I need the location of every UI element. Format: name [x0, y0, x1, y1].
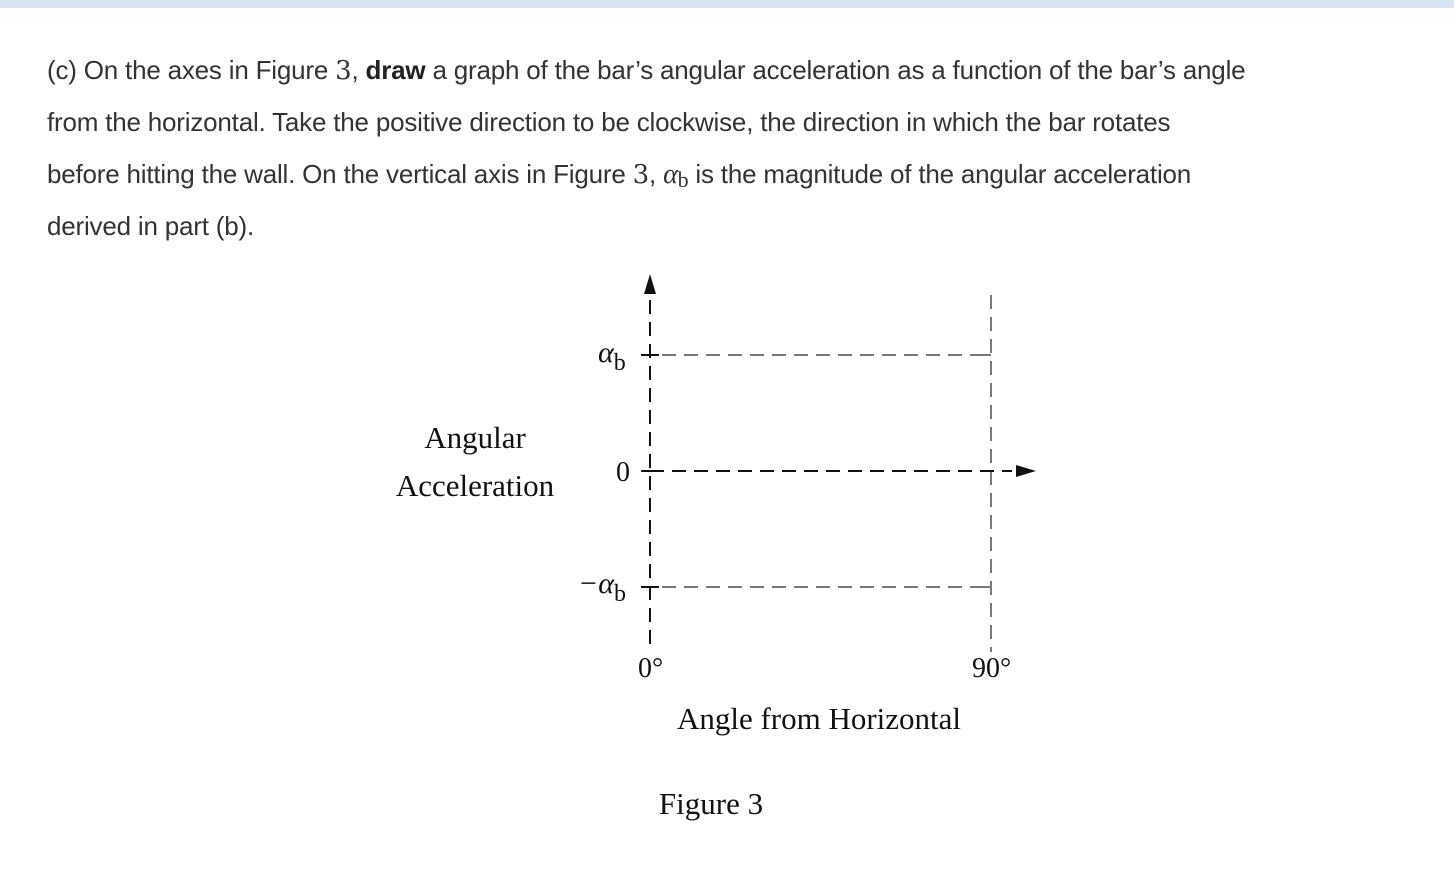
- text-segment: (c) On the axes in Figure: [47, 55, 336, 85]
- text-segment: a graph of the bar’s angular acceleration as a function of the bar’s angle: [425, 55, 1246, 85]
- text-segment: ,: [351, 55, 366, 85]
- guide-lines: [662, 295, 991, 652]
- question-line-4: derived in part (b).: [47, 211, 254, 241]
- alpha-subscript: b: [677, 167, 689, 192]
- text-segment: ,: [649, 159, 664, 189]
- y-axis-title-line-1: Angular: [424, 420, 526, 455]
- tick-label-alpha-b: $\alpha_b$: [598, 336, 626, 376]
- figure-number: 3: [335, 56, 352, 86]
- text-segment: is the magnitude of the angular acceleration: [688, 159, 1192, 189]
- x-tick-label-0: 0°: [638, 653, 664, 684]
- figure-number: 3: [632, 160, 649, 190]
- x-tick-label-90: 90°: [972, 653, 1012, 684]
- tick-label-neg-alpha-b: $-\alpha_b$: [578, 567, 626, 607]
- tick-label-zero: 0: [616, 457, 630, 488]
- y-axis-title-line-2: Acceleration: [395, 468, 555, 503]
- x-axis-title: Angle from Horizontal: [676, 701, 962, 736]
- bold-keyword: draw: [365, 55, 426, 85]
- text-segment: before hitting the wall. On the vertical axis in Figure: [47, 159, 633, 189]
- question-line-2: from the horizontal. Take the positive direction to be clockwise, the direction in which the bar rotates: [47, 107, 1171, 137]
- alpha-symbol: α: [663, 159, 678, 190]
- figure-caption: Figure 3: [658, 786, 764, 821]
- x-axis-arrow-icon: [1016, 465, 1036, 477]
- y-axis-arrow-icon: [644, 274, 656, 294]
